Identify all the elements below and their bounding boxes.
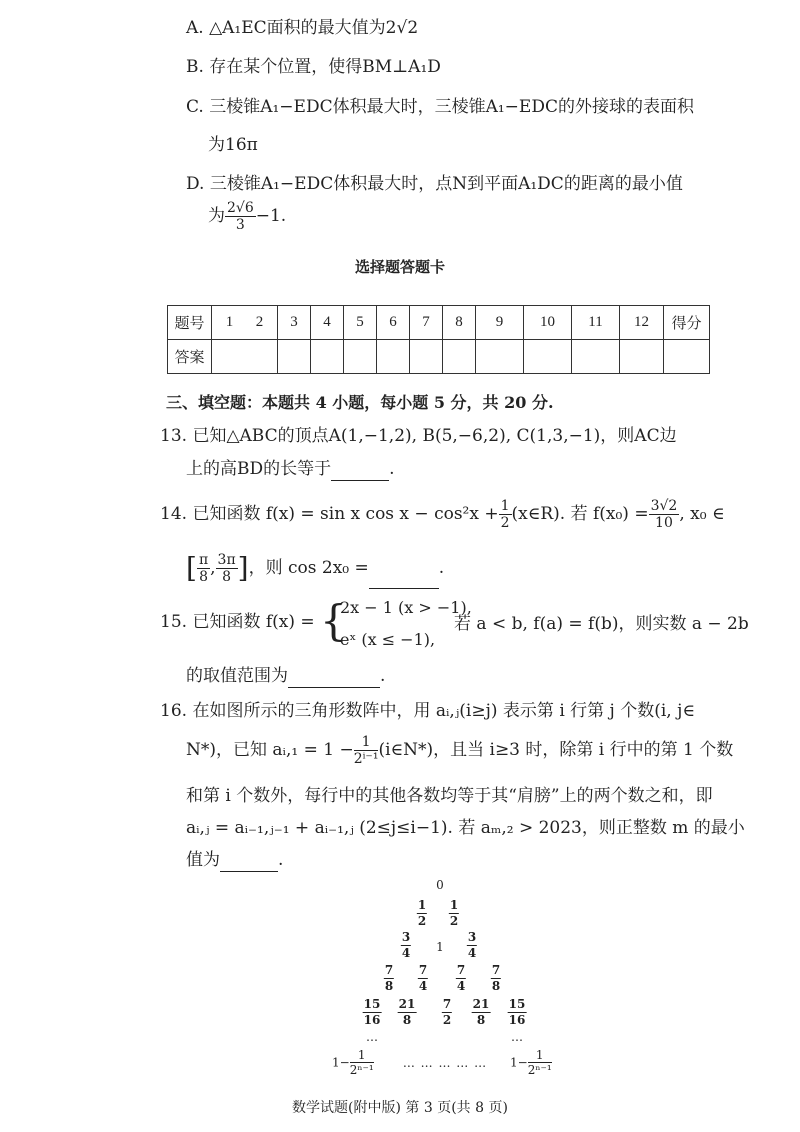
answer-card-score-label: 得分 [664, 306, 710, 340]
answer-cell[interactable] [344, 340, 377, 374]
triangle-num: 1 [350, 1048, 374, 1063]
q16-line4: aᵢ,ⱼ = aᵢ₋₁,ⱼ₋₁ + aᵢ₋₁,ⱼ (2≤j≤i−1). 若 aₘ,₂ > 2023，则正整数 m 的最小 [186, 818, 745, 838]
q16-line3: 和第 i 个数外，每行中的其他各数均等于其“肩膀”上的两个数之和，即 [186, 786, 713, 806]
triangle-num: 1 [528, 1048, 552, 1063]
triangle-entry [491, 963, 501, 994]
answer-cell[interactable] [476, 340, 524, 374]
q14-right-bracket: ] [237, 551, 249, 585]
triangle-num: 3 [401, 930, 411, 944]
q16-fraction [354, 734, 379, 767]
q14-interval-b-den: 8 [222, 569, 232, 585]
answer-card-header-row [168, 306, 710, 340]
q13-answer-blank[interactable] [331, 463, 389, 481]
triangle-num: 7 [384, 963, 394, 977]
triangle-last-fraction [528, 1048, 552, 1077]
triangle-last-prefix: 1− [332, 1055, 350, 1070]
q14-answer-blank[interactable] [369, 571, 439, 589]
answer-card-number: 9 [476, 306, 524, 340]
triangle-entry [417, 898, 427, 929]
answer-card-number-cell [212, 306, 278, 340]
option-c-line2: 为16π [208, 135, 258, 155]
triangle-den: 8 [491, 979, 501, 993]
triangle-den: 2ⁿ⁻¹ [349, 1063, 374, 1077]
answer-card-number: 6 [377, 306, 410, 340]
q14-interval-b-num: 3π [217, 552, 236, 568]
q14-half-den: 2 [500, 515, 510, 531]
option-d-frac-num: 2√6 [227, 200, 254, 216]
q14-text-c: , x₀ ∈ [679, 504, 725, 524]
answer-cell[interactable] [212, 340, 278, 374]
triangle-last-dots: … … … … … [402, 1056, 488, 1070]
q13-period: . [389, 459, 395, 479]
q15-suffix: 若 a < b, f(a) = f(b)，则实数 a − 2b [454, 614, 749, 634]
q16-line5 [186, 848, 283, 872]
answer-cell[interactable] [524, 340, 572, 374]
option-d-line1: D. 三棱锥A₁−EDC体积最大时，点N到平面A₁DC的距离的最小值 [186, 174, 683, 194]
answer-card-table [167, 305, 710, 374]
triangle-den: 16 [508, 1013, 526, 1027]
triangle-num: 3 [467, 930, 477, 944]
answer-cell[interactable] [278, 340, 311, 374]
triangle-den: 8 [402, 1013, 412, 1027]
answer-cell[interactable] [311, 340, 344, 374]
q15-case1: 2x − 1 (x > −1), [340, 598, 472, 617]
q14-text-a: 14. 已知函数 f(x) = sin x cos x − cos²x + [160, 504, 499, 524]
q14-interval-a [197, 552, 210, 585]
answer-card-number: 3 [278, 306, 311, 340]
triangle-den: 8 [384, 979, 394, 993]
triangle-den: 16 [363, 1013, 381, 1027]
answer-card-header-label: 题号 [168, 306, 212, 340]
page-footer: 数学试题(附中版) 第 3 页(共 8 页) [292, 1100, 508, 1116]
q15-prefix: 15. 已知函数 f(x) = [160, 612, 315, 632]
q15-period: . [380, 666, 386, 686]
answer-card-answer-label: 答案 [168, 340, 212, 374]
answer-card-number: 10 [524, 306, 572, 340]
q14-half-fraction [499, 498, 512, 531]
triangle-den: 4 [467, 946, 477, 960]
triangle-den: 4 [418, 979, 428, 993]
q15-line2 [186, 664, 385, 688]
q16-line1: 16. 在如图所示的三角形数阵中，用 aᵢ,ⱼ(i≥j) 表示第 i 行第 j 个数(i, j∈ [160, 701, 695, 721]
q14-period: . [438, 558, 445, 578]
triangle-entry [363, 997, 382, 1028]
option-d-frac-den: 3 [235, 217, 245, 233]
triangle-den: 8 [476, 1013, 486, 1027]
answer-cell[interactable] [443, 340, 476, 374]
triangle-entry [418, 963, 428, 994]
answer-cell[interactable] [410, 340, 443, 374]
answer-card-answer-row [168, 340, 710, 374]
answer-cell[interactable] [572, 340, 620, 374]
option-d-prefix: 为 [208, 206, 225, 226]
triangle-dots: … [511, 1030, 523, 1044]
triangle-num: 7 [456, 963, 466, 977]
triangle-den: 2 [449, 914, 459, 928]
answer-card-number: 8 [443, 306, 476, 340]
q14-left-bracket: [ [186, 551, 197, 585]
triangle-num: 7 [491, 963, 501, 977]
triangle-entry: 1 [436, 940, 444, 954]
triangle-num: 7 [442, 997, 452, 1011]
triangle-entry [401, 930, 411, 961]
q13-text: 上的高BD的长等于 [186, 459, 332, 479]
q16-answer-blank[interactable] [220, 854, 278, 872]
triangle-last-left [332, 1048, 374, 1077]
q16-text: 值为 [186, 850, 220, 870]
triangle-num: 1 [417, 898, 427, 912]
q14-value-num: 3√2 [650, 498, 678, 514]
q14-interval-a-num: π [198, 552, 209, 568]
triangle-den: 4 [401, 946, 411, 960]
triangle-den: 2ⁿ⁻¹ [527, 1063, 552, 1077]
option-c-line1: C. 三棱锥A₁−EDC体积最大时，三棱锥A₁−EDC的外接球的表面积 [186, 97, 694, 117]
option-d-line2 [208, 198, 286, 234]
triangle-entry: 0 [436, 878, 444, 892]
q15-case2: eˣ (x ≤ −1), [340, 630, 436, 649]
triangle-last-fraction [350, 1048, 374, 1077]
triangle-last-right [510, 1048, 552, 1077]
option-d-fraction [225, 200, 256, 233]
triangle-entry [467, 930, 477, 961]
triangle-num: 1 [449, 898, 459, 912]
q14-interval-a-den: 8 [199, 569, 208, 585]
triangle-entry [456, 963, 466, 994]
q15-answer-blank[interactable] [288, 670, 380, 688]
q14-line1 [160, 496, 725, 532]
answer-card-number: 5 [344, 306, 377, 340]
triangle-entry [472, 997, 491, 1028]
triangle-num: 7 [418, 963, 428, 977]
q16-text-b: (i∈N*)，且当 i≥3 时，除第 i 行中的第 1 个数 [378, 740, 734, 760]
q13-line1: 13. 已知△ABC的顶点A(1,−1,2), B(5,−6,2), C(1,3,−1)，则AC边 [160, 426, 677, 446]
triangle-entry [449, 898, 459, 929]
q16-frac-num: 1 [354, 734, 379, 751]
triangle-num: 15 [363, 997, 381, 1011]
triangle-num: 15 [508, 997, 526, 1011]
triangle-entry [384, 963, 394, 994]
section-3-title: 三、填空题：本题共 4 小题，每小题 5 分，共 20 分. [166, 393, 554, 412]
answer-card-number: 4 [311, 306, 344, 340]
triangle-den: 4 [456, 979, 466, 993]
q16-line2 [186, 730, 733, 770]
answer-cell[interactable] [620, 340, 664, 374]
triangle-entry [508, 997, 527, 1028]
q16-period: . [278, 850, 284, 870]
q13-line2 [186, 457, 395, 481]
q14-value-fraction [649, 498, 680, 531]
triangle-entry [442, 997, 452, 1028]
option-a: A. △A₁EC面积的最大值为2√2 [186, 18, 419, 38]
triangle-num: 21 [398, 997, 416, 1011]
q14-interval-b [216, 552, 238, 585]
triangle-dots: … [366, 1030, 378, 1044]
answer-card-number: 1 [225, 314, 234, 330]
q14-comma: , [210, 558, 216, 578]
q14-text-b: (x∈R). 若 f(x₀) = [511, 504, 649, 524]
answer-card-number: 11 [572, 306, 620, 340]
answer-card-number: 7 [410, 306, 443, 340]
score-cell[interactable] [664, 340, 710, 374]
option-b: B. 存在某个位置，使得BM⊥A₁D [186, 57, 441, 77]
triangle-num: 21 [472, 997, 490, 1011]
q15-brace: { [320, 596, 347, 645]
answer-cell[interactable] [377, 340, 410, 374]
triangle-den: 2 [442, 1013, 452, 1027]
option-d-suffix: −1. [255, 206, 287, 226]
q16-frac-den: 2ⁱ⁻¹ [353, 751, 379, 767]
q14-value-den: 10 [655, 515, 673, 531]
answer-card-number: 2 [255, 314, 264, 330]
answer-card-title: 选择题答题卡 [354, 258, 445, 276]
q15-text: 的取值范围为 [186, 666, 288, 686]
q16-text-a: N*)，已知 aᵢ,₁ = 1 − [186, 740, 354, 760]
q14-text-d: ，则 cos 2x₀ = [248, 558, 369, 578]
q14-half-num: 1 [500, 498, 510, 514]
triangle-den: 2 [417, 914, 427, 928]
q14-line2 [186, 548, 444, 589]
answer-card-number: 12 [620, 306, 664, 340]
triangle-last-prefix: 1− [510, 1055, 528, 1070]
triangle-entry [398, 997, 417, 1028]
